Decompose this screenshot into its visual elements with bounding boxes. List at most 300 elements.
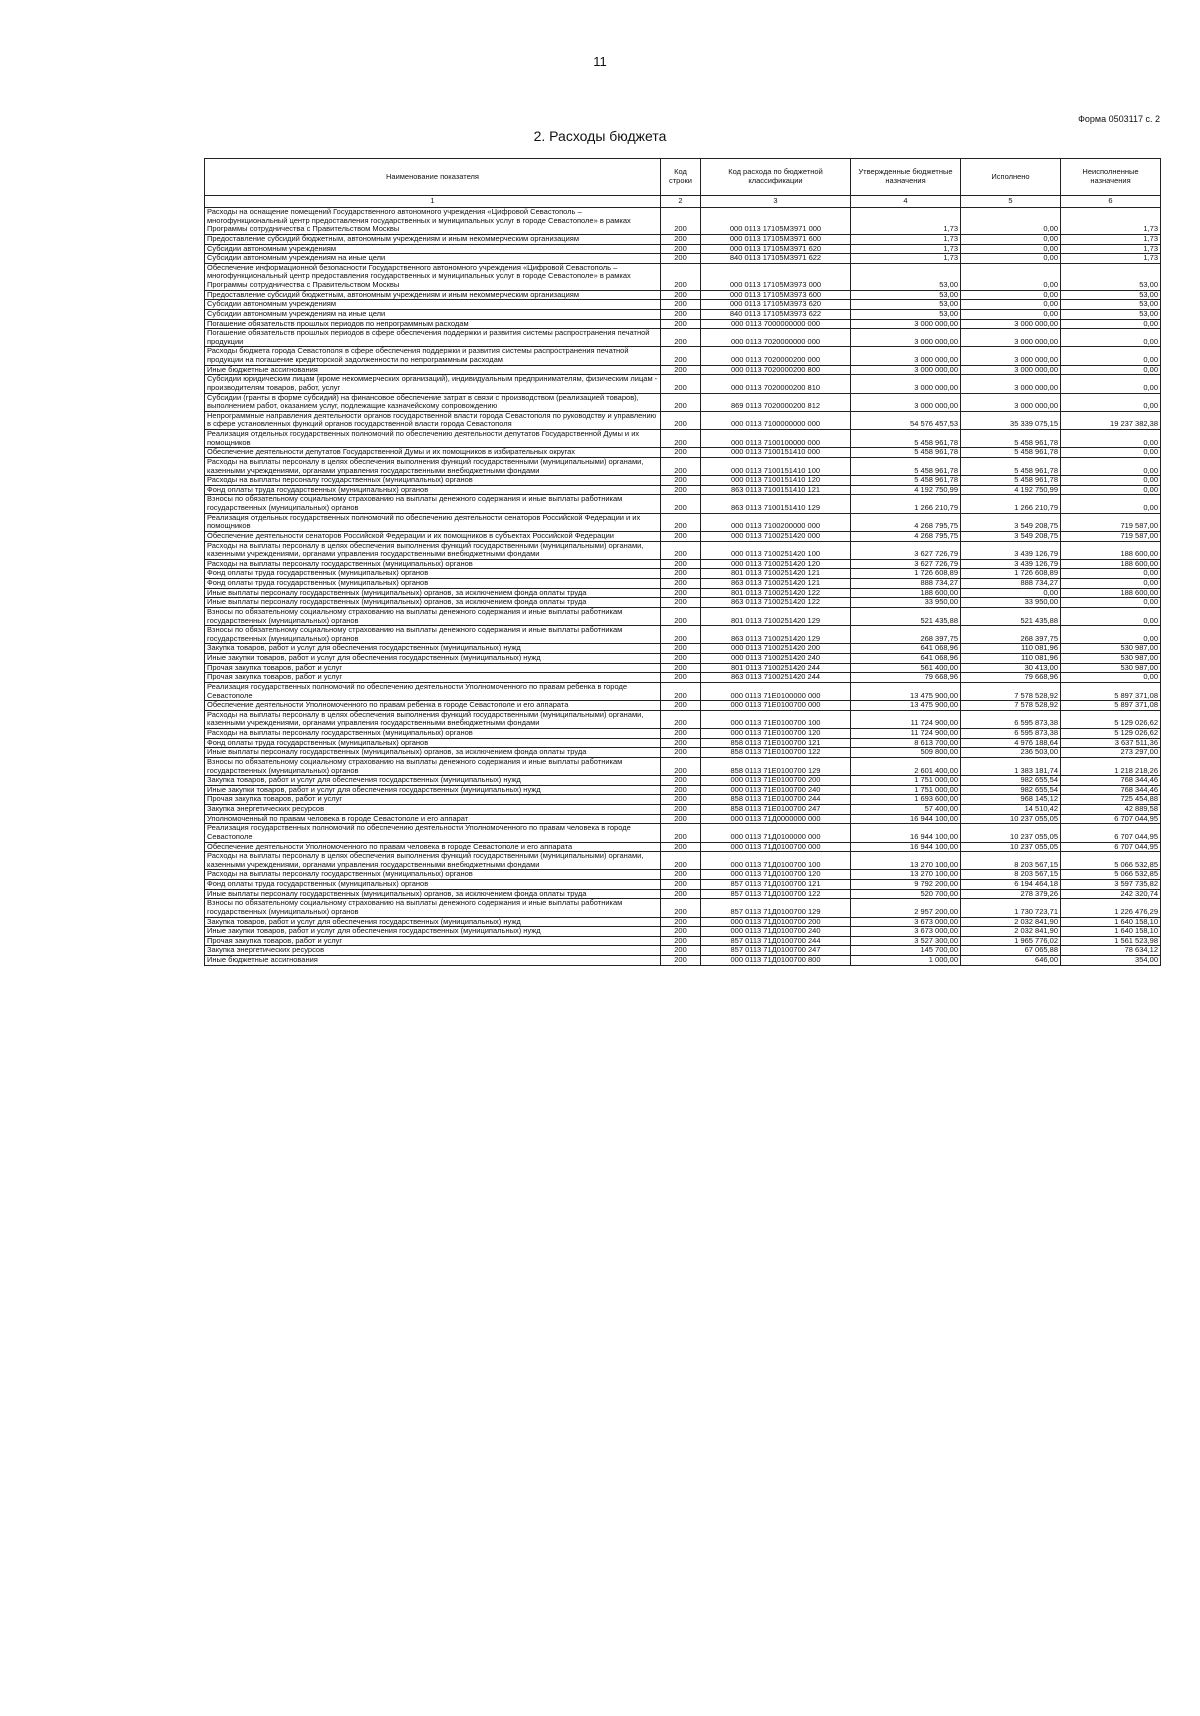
row-line-code: 200 bbox=[661, 329, 701, 347]
row-line-code: 200 bbox=[661, 673, 701, 683]
row-classification-code: 858 0113 71Е0100700 247 bbox=[701, 805, 851, 815]
row-line-code: 200 bbox=[661, 776, 701, 786]
table-row bbox=[205, 701, 1161, 711]
row-unexecuted-amount: 1 226 476,29 bbox=[1061, 899, 1161, 917]
row-executed-amount: 3 000 000,00 bbox=[961, 347, 1061, 365]
row-classification-code: 858 0113 71Е0100700 122 bbox=[701, 748, 851, 758]
row-name: Субсидии юридическим лицам (кроме некоммерческих организаций), индивидуальным предпринимателям, физическим лицам - производителям товаров, работ, услуг bbox=[205, 375, 661, 393]
row-classification-code: 858 0113 71Е0100700 129 bbox=[701, 757, 851, 775]
row-classification-code: 858 0113 71Е0100700 121 bbox=[701, 738, 851, 748]
row-line-code: 200 bbox=[661, 899, 701, 917]
row-unexecuted-amount: 0,00 bbox=[1061, 430, 1161, 448]
row-executed-amount: 35 339 075,15 bbox=[961, 411, 1061, 429]
row-classification-code: 000 0113 17105М3973 600 bbox=[701, 290, 851, 300]
row-classification-code: 857 0113 71Д0100700 121 bbox=[701, 880, 851, 890]
row-classification-code: 000 0113 7100251420 240 bbox=[701, 654, 851, 664]
row-executed-amount: 0,00 bbox=[961, 588, 1061, 598]
row-executed-amount: 0,00 bbox=[961, 263, 1061, 290]
row-executed-amount: 8 203 567,15 bbox=[961, 870, 1061, 880]
row-unexecuted-amount: 242 320,74 bbox=[1061, 889, 1161, 899]
row-line-code: 200 bbox=[661, 309, 701, 319]
row-executed-amount: 5 458 961,78 bbox=[961, 448, 1061, 458]
row-name: Предоставление субсидий бюджетным, автономным учреждениям и иным некоммерческим организациям bbox=[205, 234, 661, 244]
row-executed-amount: 268 397,75 bbox=[961, 626, 1061, 644]
table-row bbox=[205, 748, 1161, 758]
row-line-code: 200 bbox=[661, 375, 701, 393]
row-executed-amount: 3 000 000,00 bbox=[961, 365, 1061, 375]
row-approved-amount: 3 673 000,00 bbox=[851, 917, 961, 927]
row-unexecuted-amount: 0,00 bbox=[1061, 598, 1161, 608]
row-unexecuted-amount: 1,73 bbox=[1061, 254, 1161, 264]
row-classification-code: 000 0113 7100151410 100 bbox=[701, 457, 851, 475]
row-classification-code: 000 0113 71Д0100700 100 bbox=[701, 852, 851, 870]
row-classification-code: 000 0113 71Е0100700 100 bbox=[701, 710, 851, 728]
row-unexecuted-amount: 354,00 bbox=[1061, 956, 1161, 966]
row-unexecuted-amount: 188 600,00 bbox=[1061, 588, 1161, 598]
row-classification-code: 857 0113 71Д0100700 129 bbox=[701, 899, 851, 917]
row-approved-amount: 53,00 bbox=[851, 300, 961, 310]
row-executed-amount: 10 237 055,05 bbox=[961, 842, 1061, 852]
row-unexecuted-amount: 0,00 bbox=[1061, 329, 1161, 347]
row-classification-code: 863 0113 7100151410 129 bbox=[701, 495, 851, 513]
row-line-code: 200 bbox=[661, 365, 701, 375]
row-classification-code: 000 0113 7100100000 000 bbox=[701, 430, 851, 448]
table-row bbox=[205, 457, 1161, 475]
row-executed-amount: 8 203 567,15 bbox=[961, 852, 1061, 870]
row-unexecuted-amount: 0,00 bbox=[1061, 476, 1161, 486]
row-line-code: 200 bbox=[661, 814, 701, 824]
row-unexecuted-amount: 42 889,58 bbox=[1061, 805, 1161, 815]
row-unexecuted-amount: 530 987,00 bbox=[1061, 654, 1161, 664]
row-classification-code: 000 0113 7100151410 120 bbox=[701, 476, 851, 486]
column-header-line-code: Код строки bbox=[661, 159, 701, 196]
row-executed-amount: 1 730 723,71 bbox=[961, 899, 1061, 917]
row-approved-amount: 888 734,27 bbox=[851, 579, 961, 589]
row-line-code: 200 bbox=[661, 701, 701, 711]
table-row bbox=[205, 927, 1161, 937]
row-unexecuted-amount: 3 637 511,36 bbox=[1061, 738, 1161, 748]
table-row bbox=[205, 411, 1161, 429]
row-executed-amount: 110 081,96 bbox=[961, 654, 1061, 664]
row-approved-amount: 11 724 900,00 bbox=[851, 729, 961, 739]
row-approved-amount: 1,73 bbox=[851, 234, 961, 244]
row-unexecuted-amount: 53,00 bbox=[1061, 263, 1161, 290]
row-executed-amount: 1 726 608,89 bbox=[961, 569, 1061, 579]
row-name: Обеспечение деятельности Уполномоченного по правам человека в городе Севастополе и его аппарата bbox=[205, 842, 661, 852]
row-approved-amount: 13 475 900,00 bbox=[851, 682, 961, 700]
row-classification-code: 000 0113 17105М3971 620 bbox=[701, 244, 851, 254]
row-classification-code: 000 0113 71Д0000000 000 bbox=[701, 814, 851, 824]
row-approved-amount: 1 000,00 bbox=[851, 956, 961, 966]
row-executed-amount: 3 000 000,00 bbox=[961, 319, 1061, 329]
row-approved-amount: 3 627 726,79 bbox=[851, 541, 961, 559]
row-classification-code: 000 0113 7020000000 000 bbox=[701, 329, 851, 347]
row-unexecuted-amount: 1,73 bbox=[1061, 244, 1161, 254]
row-unexecuted-amount: 0,00 bbox=[1061, 393, 1161, 411]
row-classification-code: 863 0113 7100151410 121 bbox=[701, 485, 851, 495]
row-line-code: 200 bbox=[661, 579, 701, 589]
row-name: Субсидии автономным учреждениям bbox=[205, 300, 661, 310]
row-name: Иные бюджетные ассигнования bbox=[205, 956, 661, 966]
column-number: 5 bbox=[961, 196, 1061, 208]
row-line-code: 200 bbox=[661, 946, 701, 956]
row-name: Обеспечение деятельности сенаторов Российской Федерации и их помощников в субъектах Российской Федерации bbox=[205, 531, 661, 541]
row-approved-amount: 3 527 300,00 bbox=[851, 936, 961, 946]
row-classification-code: 000 0113 71Е0100700 000 bbox=[701, 701, 851, 711]
row-executed-amount: 67 065,88 bbox=[961, 946, 1061, 956]
row-approved-amount: 11 724 900,00 bbox=[851, 710, 961, 728]
row-classification-code: 000 0113 71Д0100700 800 bbox=[701, 956, 851, 966]
row-approved-amount: 1 751 000,00 bbox=[851, 776, 961, 786]
row-name: Непрограммные направления деятельности органов государственной власти города Севастополя по руководству и управлению в сфере установленных функций органов государственной власти города Севастополя bbox=[205, 411, 661, 429]
row-executed-amount: 968 145,12 bbox=[961, 795, 1061, 805]
table-row bbox=[205, 309, 1161, 319]
row-line-code: 200 bbox=[661, 889, 701, 899]
row-classification-code: 000 0113 7100251420 100 bbox=[701, 541, 851, 559]
row-unexecuted-amount: 725 454,88 bbox=[1061, 795, 1161, 805]
row-name: Реализация отдельных государственных полномочий по обеспечению деятельности сенаторов Российской Федерации и их помощников bbox=[205, 513, 661, 531]
table-row bbox=[205, 430, 1161, 448]
row-unexecuted-amount: 530 987,00 bbox=[1061, 663, 1161, 673]
row-executed-amount: 3 000 000,00 bbox=[961, 393, 1061, 411]
row-classification-code: 801 0113 7100251420 122 bbox=[701, 588, 851, 598]
column-number: 3 bbox=[701, 196, 851, 208]
row-classification-code: 000 0113 71Д0100700 240 bbox=[701, 927, 851, 937]
row-line-code: 200 bbox=[661, 208, 701, 235]
row-executed-amount: 2 032 841,90 bbox=[961, 917, 1061, 927]
row-approved-amount: 509 800,00 bbox=[851, 748, 961, 758]
row-approved-amount: 3 000 000,00 bbox=[851, 365, 961, 375]
row-unexecuted-amount: 5 129 026,62 bbox=[1061, 710, 1161, 728]
row-approved-amount: 268 397,75 bbox=[851, 626, 961, 644]
row-line-code: 200 bbox=[661, 870, 701, 880]
row-name: Фонд оплаты труда государственных (муниципальных) органов bbox=[205, 485, 661, 495]
row-line-code: 200 bbox=[661, 936, 701, 946]
row-line-code: 200 bbox=[661, 588, 701, 598]
row-classification-code: 857 0113 71Д0100700 122 bbox=[701, 889, 851, 899]
row-line-code: 200 bbox=[661, 805, 701, 815]
row-line-code: 200 bbox=[661, 448, 701, 458]
row-unexecuted-amount: 6 707 044,95 bbox=[1061, 824, 1161, 842]
row-approved-amount: 1 266 210,79 bbox=[851, 495, 961, 513]
row-unexecuted-amount: 273 297,00 bbox=[1061, 748, 1161, 758]
row-approved-amount: 2 601 400,00 bbox=[851, 757, 961, 775]
row-unexecuted-amount: 0,00 bbox=[1061, 448, 1161, 458]
row-line-code: 200 bbox=[661, 748, 701, 758]
row-line-code: 200 bbox=[661, 795, 701, 805]
table-row bbox=[205, 805, 1161, 815]
row-approved-amount: 33 950,00 bbox=[851, 598, 961, 608]
row-approved-amount: 5 458 961,78 bbox=[851, 430, 961, 448]
row-line-code: 200 bbox=[661, 842, 701, 852]
row-name: Обеспечение деятельности Уполномоченного по правам ребенка в городе Севастополе и его аппарата bbox=[205, 701, 661, 711]
column-header-executed: Исполнено bbox=[961, 159, 1061, 196]
row-name: Закупка энергетических ресурсов bbox=[205, 946, 661, 956]
row-line-code: 200 bbox=[661, 956, 701, 966]
table-row bbox=[205, 375, 1161, 393]
row-classification-code: 000 0113 17105М3971 000 bbox=[701, 208, 851, 235]
row-line-code: 200 bbox=[661, 347, 701, 365]
row-unexecuted-amount: 0,00 bbox=[1061, 579, 1161, 589]
row-approved-amount: 1,73 bbox=[851, 208, 961, 235]
row-classification-code: 000 0113 7100251420 000 bbox=[701, 531, 851, 541]
table-row bbox=[205, 710, 1161, 728]
table-row bbox=[205, 598, 1161, 608]
row-executed-amount: 3 549 208,75 bbox=[961, 513, 1061, 531]
table-row bbox=[205, 531, 1161, 541]
row-line-code: 200 bbox=[661, 411, 701, 429]
row-classification-code: 801 0113 7100251420 129 bbox=[701, 607, 851, 625]
table-row bbox=[205, 254, 1161, 264]
row-name: Иные выплаты персоналу государственных (муниципальных) органов, за исключением фонда оплаты труда bbox=[205, 588, 661, 598]
row-name: Прочая закупка товаров, работ и услуг bbox=[205, 795, 661, 805]
row-approved-amount: 1,73 bbox=[851, 254, 961, 264]
row-unexecuted-amount: 0,00 bbox=[1061, 495, 1161, 513]
table-row bbox=[205, 899, 1161, 917]
row-line-code: 200 bbox=[661, 457, 701, 475]
row-name: Субсидии (гранты в форме субсидий) на финансовое обеспечение затрат в связи с производством (реализацией товаров), выполнением работ, оказанием услуг, подлежащие казначейскому сопровождению bbox=[205, 393, 661, 411]
row-executed-amount: 1 383 181,74 bbox=[961, 757, 1061, 775]
row-name: Расходы на выплаты персоналу в целях обеспечения выполнения функций государственными (муниципальными) органами, казенными учреждениями, органами управления государственными внебюджетными фондами bbox=[205, 710, 661, 728]
row-name: Фонд оплаты труда государственных (муниципальных) органов bbox=[205, 738, 661, 748]
table-row bbox=[205, 682, 1161, 700]
row-classification-code: 801 0113 7100251420 244 bbox=[701, 663, 851, 673]
row-unexecuted-amount: 1,73 bbox=[1061, 208, 1161, 235]
row-executed-amount: 6 194 464,18 bbox=[961, 880, 1061, 890]
row-unexecuted-amount: 78 634,12 bbox=[1061, 946, 1161, 956]
row-line-code: 200 bbox=[661, 559, 701, 569]
row-name: Уполномоченный по правам человека в городе Севастополе и его аппарат bbox=[205, 814, 661, 824]
row-classification-code: 863 0113 7100251420 244 bbox=[701, 673, 851, 683]
row-name: Субсидии автономным учреждениям на иные цели bbox=[205, 254, 661, 264]
row-approved-amount: 641 068,96 bbox=[851, 654, 961, 664]
row-executed-amount: 0,00 bbox=[961, 234, 1061, 244]
row-approved-amount: 57 400,00 bbox=[851, 805, 961, 815]
expenditure-table bbox=[204, 158, 1161, 966]
row-approved-amount: 5 458 961,78 bbox=[851, 448, 961, 458]
row-approved-amount: 13 475 900,00 bbox=[851, 701, 961, 711]
row-executed-amount: 236 503,00 bbox=[961, 748, 1061, 758]
row-line-code: 200 bbox=[661, 569, 701, 579]
row-executed-amount: 982 655,54 bbox=[961, 785, 1061, 795]
row-approved-amount: 4 192 750,99 bbox=[851, 485, 961, 495]
row-line-code: 200 bbox=[661, 263, 701, 290]
row-line-code: 200 bbox=[661, 598, 701, 608]
row-unexecuted-amount: 768 344,46 bbox=[1061, 785, 1161, 795]
row-line-code: 200 bbox=[661, 927, 701, 937]
row-name: Реализация государственных полномочий по обеспечению деятельности Уполномоченного по правам ребенка в городе Севастополе bbox=[205, 682, 661, 700]
row-line-code: 200 bbox=[661, 654, 701, 664]
row-unexecuted-amount: 5 066 532,85 bbox=[1061, 870, 1161, 880]
row-approved-amount: 1,73 bbox=[851, 244, 961, 254]
row-unexecuted-amount: 5 066 532,85 bbox=[1061, 852, 1161, 870]
row-approved-amount: 1 751 000,00 bbox=[851, 785, 961, 795]
column-header-name: Наименование показателя bbox=[205, 159, 661, 196]
row-classification-code: 000 0113 71Е0100700 240 bbox=[701, 785, 851, 795]
row-executed-amount: 7 578 528,92 bbox=[961, 682, 1061, 700]
row-unexecuted-amount: 53,00 bbox=[1061, 290, 1161, 300]
row-executed-amount: 0,00 bbox=[961, 300, 1061, 310]
row-unexecuted-amount: 1 218 218,26 bbox=[1061, 757, 1161, 775]
column-number: 1 bbox=[205, 196, 661, 208]
row-executed-amount: 982 655,54 bbox=[961, 776, 1061, 786]
row-approved-amount: 1 726 608,89 bbox=[851, 569, 961, 579]
row-executed-amount: 278 379,26 bbox=[961, 889, 1061, 899]
row-classification-code: 000 0113 7000000000 000 bbox=[701, 319, 851, 329]
column-header-approved: Утвержденные бюджетные назначения bbox=[851, 159, 961, 196]
row-name: Иные бюджетные ассигнования bbox=[205, 365, 661, 375]
row-name: Иные закупки товаров, работ и услуг для обеспечения государственных (муниципальных) нужд bbox=[205, 654, 661, 664]
table-row bbox=[205, 852, 1161, 870]
row-approved-amount: 3 000 000,00 bbox=[851, 319, 961, 329]
row-classification-code: 869 0113 7020000200 812 bbox=[701, 393, 851, 411]
table-row bbox=[205, 729, 1161, 739]
row-name: Расходы на выплаты персоналу государственных (муниципальных) органов bbox=[205, 476, 661, 486]
row-name: Прочая закупка товаров, работ и услуг bbox=[205, 663, 661, 673]
row-name: Обеспечение информационной безопасности Государственного автономного учреждения «Цифровой Севастополь – многофункциональный центр предоставления государственных и муниципальных услуг в городе Севастополе» в рамках Программы сотрудничества с Правительством Москвы bbox=[205, 263, 661, 290]
row-unexecuted-amount: 0,00 bbox=[1061, 457, 1161, 475]
row-classification-code: 000 0113 71Е0100000 000 bbox=[701, 682, 851, 700]
row-approved-amount: 9 792 200,00 bbox=[851, 880, 961, 890]
column-number-row bbox=[205, 196, 1161, 208]
row-classification-code: 840 0113 17105М3971 622 bbox=[701, 254, 851, 264]
row-executed-amount: 6 595 873,38 bbox=[961, 729, 1061, 739]
row-name: Реализация отдельных государственных полномочий по обеспечению деятельности депутатов Государственной Думы и их помощников bbox=[205, 430, 661, 448]
row-name: Реализация государственных полномочий по обеспечению деятельности Уполномоченного по правам человека в городе Севастополе bbox=[205, 824, 661, 842]
row-executed-amount: 6 595 873,38 bbox=[961, 710, 1061, 728]
row-unexecuted-amount: 5 897 371,08 bbox=[1061, 682, 1161, 700]
row-unexecuted-amount: 5 897 371,08 bbox=[1061, 701, 1161, 711]
row-unexecuted-amount: 5 129 026,62 bbox=[1061, 729, 1161, 739]
row-approved-amount: 8 613 700,00 bbox=[851, 738, 961, 748]
row-approved-amount: 53,00 bbox=[851, 309, 961, 319]
row-classification-code: 858 0113 71Е0100700 244 bbox=[701, 795, 851, 805]
row-name: Иные закупки товаров, работ и услуг для обеспечения государственных (муниципальных) нужд bbox=[205, 785, 661, 795]
row-line-code: 200 bbox=[661, 495, 701, 513]
row-classification-code: 000 0113 71Д0100000 000 bbox=[701, 824, 851, 842]
column-header-classification-code: Код расхода по бюджетной классификации bbox=[701, 159, 851, 196]
row-approved-amount: 4 268 795,75 bbox=[851, 531, 961, 541]
row-line-code: 200 bbox=[661, 300, 701, 310]
row-executed-amount: 110 081,96 bbox=[961, 644, 1061, 654]
row-line-code: 200 bbox=[661, 430, 701, 448]
row-line-code: 200 bbox=[661, 393, 701, 411]
row-approved-amount: 53,00 bbox=[851, 290, 961, 300]
table-row bbox=[205, 393, 1161, 411]
row-classification-code: 000 0113 71Д0100700 200 bbox=[701, 917, 851, 927]
row-approved-amount: 3 000 000,00 bbox=[851, 393, 961, 411]
row-executed-amount: 646,00 bbox=[961, 956, 1061, 966]
table-row bbox=[205, 495, 1161, 513]
row-name: Закупка энергетических ресурсов bbox=[205, 805, 661, 815]
row-executed-amount: 3 439 126,79 bbox=[961, 541, 1061, 559]
row-unexecuted-amount: 53,00 bbox=[1061, 309, 1161, 319]
row-classification-code: 000 0113 17105М3973 000 bbox=[701, 263, 851, 290]
row-name: Расходы на выплаты персоналу государственных (муниципальных) органов bbox=[205, 870, 661, 880]
row-unexecuted-amount: 19 237 382,38 bbox=[1061, 411, 1161, 429]
row-approved-amount: 16 944 100,00 bbox=[851, 842, 961, 852]
row-classification-code: 000 0113 71Е0100700 120 bbox=[701, 729, 851, 739]
row-executed-amount: 10 237 055,05 bbox=[961, 824, 1061, 842]
row-executed-amount: 30 413,00 bbox=[961, 663, 1061, 673]
row-executed-amount: 3 549 208,75 bbox=[961, 531, 1061, 541]
row-classification-code: 000 0113 17105М3973 620 bbox=[701, 300, 851, 310]
row-line-code: 200 bbox=[661, 626, 701, 644]
row-line-code: 200 bbox=[661, 254, 701, 264]
row-approved-amount: 520 700,00 bbox=[851, 889, 961, 899]
row-unexecuted-amount: 53,00 bbox=[1061, 300, 1161, 310]
row-executed-amount: 5 458 961,78 bbox=[961, 430, 1061, 448]
row-name: Расходы на выплаты персоналу в целях обеспечения выполнения функций государственными (муниципальными) органами, казенными учреждениями, органами управления государственными внебюджетными фондами bbox=[205, 852, 661, 870]
row-approved-amount: 16 944 100,00 bbox=[851, 814, 961, 824]
row-line-code: 200 bbox=[661, 710, 701, 728]
row-unexecuted-amount: 188 600,00 bbox=[1061, 541, 1161, 559]
row-approved-amount: 4 268 795,75 bbox=[851, 513, 961, 531]
row-classification-code: 801 0113 7100251420 121 bbox=[701, 569, 851, 579]
column-number: 6 bbox=[1061, 196, 1161, 208]
row-line-code: 200 bbox=[661, 290, 701, 300]
row-classification-code: 000 0113 7100000000 000 bbox=[701, 411, 851, 429]
row-line-code: 200 bbox=[661, 757, 701, 775]
row-unexecuted-amount: 6 707 044,95 bbox=[1061, 842, 1161, 852]
row-approved-amount: 13 270 100,00 bbox=[851, 870, 961, 880]
row-name: Иные выплаты персоналу государственных (муниципальных) органов, за исключением фонда оплаты труда bbox=[205, 748, 661, 758]
row-name: Субсидии автономным учреждениям на иные цели bbox=[205, 309, 661, 319]
table-row bbox=[205, 673, 1161, 683]
row-classification-code: 840 0113 17105М3973 622 bbox=[701, 309, 851, 319]
row-line-code: 200 bbox=[661, 880, 701, 890]
row-unexecuted-amount: 0,00 bbox=[1061, 347, 1161, 365]
row-line-code: 200 bbox=[661, 682, 701, 700]
row-name: Обеспечение деятельности депутатов Государственной Думы и их помощников в избирательных округах bbox=[205, 448, 661, 458]
row-executed-amount: 4 192 750,99 bbox=[961, 485, 1061, 495]
table-row bbox=[205, 234, 1161, 244]
row-unexecuted-amount: 1 640 158,10 bbox=[1061, 927, 1161, 937]
row-approved-amount: 13 270 100,00 bbox=[851, 852, 961, 870]
row-classification-code: 000 0113 7100251420 120 bbox=[701, 559, 851, 569]
table-row bbox=[205, 824, 1161, 842]
row-classification-code: 863 0113 7100251420 121 bbox=[701, 579, 851, 589]
row-executed-amount: 7 578 528,92 bbox=[961, 701, 1061, 711]
row-name: Взносы по обязательному социальному страхованию на выплаты денежного содержания и иные выплаты работникам государственных (муниципальных) органов bbox=[205, 899, 661, 917]
row-executed-amount: 521 435,88 bbox=[961, 607, 1061, 625]
row-unexecuted-amount: 6 707 044,95 bbox=[1061, 814, 1161, 824]
table-row bbox=[205, 476, 1161, 486]
row-name: Фонд оплаты труда государственных (муниципальных) органов bbox=[205, 569, 661, 579]
row-unexecuted-amount: 1 561 523,98 bbox=[1061, 936, 1161, 946]
row-name: Взносы по обязательному социальному страхованию на выплаты денежного содержания и иные выплаты работникам государственных (муниципальных) органов bbox=[205, 757, 661, 775]
section-title: 2. Расходы бюджета bbox=[533, 128, 667, 144]
table-row bbox=[205, 956, 1161, 966]
row-line-code: 200 bbox=[661, 541, 701, 559]
table-row bbox=[205, 626, 1161, 644]
row-classification-code: 000 0113 71Е0100700 200 bbox=[701, 776, 851, 786]
row-classification-code: 000 0113 7020000200 800 bbox=[701, 365, 851, 375]
row-classification-code: 000 0113 7100251420 200 bbox=[701, 644, 851, 654]
row-executed-amount: 3 000 000,00 bbox=[961, 329, 1061, 347]
row-classification-code: 000 0113 71Д0100700 120 bbox=[701, 870, 851, 880]
row-unexecuted-amount: 0,00 bbox=[1061, 626, 1161, 644]
row-executed-amount: 3 000 000,00 bbox=[961, 375, 1061, 393]
row-unexecuted-amount: 0,00 bbox=[1061, 673, 1161, 683]
row-executed-amount: 0,00 bbox=[961, 309, 1061, 319]
row-name: Иные выплаты персоналу государственных (муниципальных) органов, за исключением фонда оплаты труда bbox=[205, 889, 661, 899]
row-name: Погашение обязательств прошлых периодов по непрограммным расходам bbox=[205, 319, 661, 329]
row-approved-amount: 3 000 000,00 bbox=[851, 375, 961, 393]
row-name: Взносы по обязательному социальному страхованию на выплаты денежного содержания и иные выплаты работникам государственных (муниципальных) органов bbox=[205, 626, 661, 644]
table-row bbox=[205, 208, 1161, 235]
row-classification-code: 857 0113 71Д0100700 244 bbox=[701, 936, 851, 946]
